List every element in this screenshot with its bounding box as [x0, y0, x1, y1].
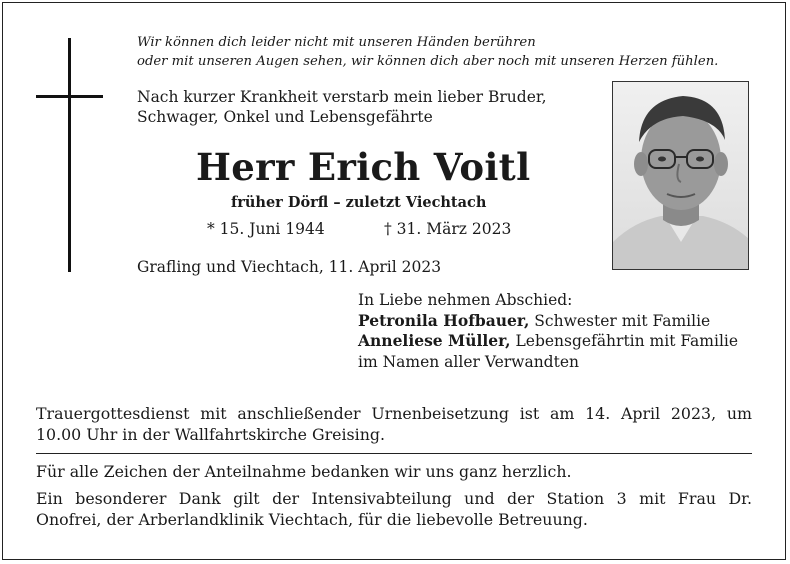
mourner-entry-2: [358, 331, 738, 352]
cross-icon: [68, 38, 71, 272]
intro-line-1: Nach kurzer Krankheit verstarb mein lieber Bruder,: [137, 88, 547, 106]
quote-line-2: oder mit unseren Augen sehen, wir können dich aber noch mit unseren Herzen fühlen.: [137, 53, 719, 69]
special-thanks-line-1: Ein besonderer Dank gilt der Intensivabteilung und der Station 3 mit Frau Dr.: [36, 489, 752, 508]
special-thanks-line-2: Onofrei, der Arberlandklinik Viechtach, für die liebevolle Betreuung.: [36, 509, 588, 529]
special-thanks: [36, 489, 752, 530]
intro-text: [137, 87, 547, 127]
mourner-relation: Schwester mit Familie: [529, 311, 711, 330]
funeral-service-notice: [36, 404, 752, 445]
mourner-relation: Lebensgefährtin mit Familie: [510, 332, 739, 350]
portrait-photo-image: [613, 82, 749, 270]
service-line-2: 10.00 Uhr in der Wallfahrtskirche Greising.: [36, 424, 386, 444]
service-line-1: Trauergottesdienst mit anschließender Urnenbeisetzung ist am 14. April 2023, um: [36, 404, 752, 423]
place-date: Grafling und Viechtach, 11. April 2023: [137, 258, 442, 276]
intro-line-2: Schwager, Onkel und Lebensgefährte: [137, 108, 433, 126]
mourners-block: [358, 290, 738, 372]
death-date: † 31. März 2023: [384, 220, 512, 238]
deceased-name: Herr Erich Voitl: [196, 145, 531, 189]
memorial-quote: [137, 34, 718, 71]
birth-date: * 15. Juni 1944: [207, 220, 325, 238]
mourner-name: Anneliese Müller,: [358, 331, 511, 350]
quote-line-1: Wir können dich leider nicht mit unseren Händen berühren: [137, 35, 536, 50]
mourner-entry-1: [358, 311, 738, 332]
mourners-closing: im Namen aller Verwandten: [358, 352, 579, 371]
deceased-origin: früher Dörfl – zuletzt Viechtach: [231, 194, 487, 211]
divider: [36, 453, 752, 454]
mourners-heading: In Liebe nehmen Abschied:: [358, 291, 573, 309]
mourner-name: Petronila Hofbauer,: [358, 310, 530, 330]
cross-icon-bar: [36, 95, 103, 98]
portrait-photo: [612, 81, 749, 270]
thanks-line: Für alle Zeichen der Anteilnahme bedanken wir uns ganz herzlich.: [36, 462, 572, 481]
